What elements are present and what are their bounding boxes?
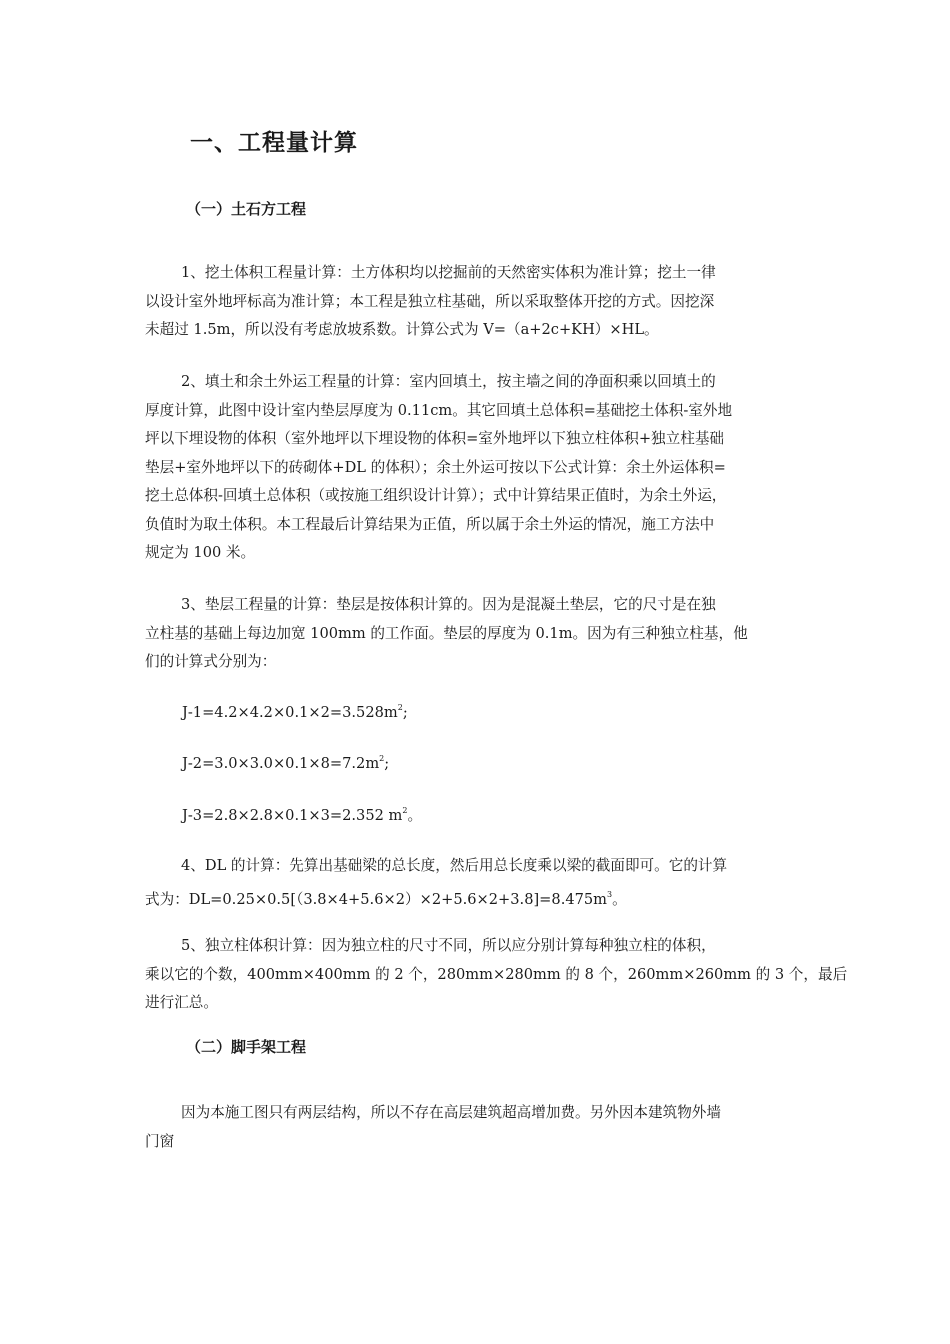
formula-tail: 。 (407, 807, 423, 824)
text-line: 门窗 (145, 1132, 175, 1150)
formula-text: J-1=4.2×4.2×0.1×2=3.528m (182, 704, 398, 721)
paragraph-backfill (145, 368, 817, 568)
superscript: 2 (402, 806, 408, 815)
formula-tail: ; (384, 755, 390, 772)
text-line: 进行汇总。 (145, 994, 218, 1011)
text-line (145, 881, 817, 915)
text-line: 负值时为取土体积。本工程最后计算结果为正值，所以属于余土外运的情况，施工方法中 (145, 515, 715, 533)
text-line: 乘以它的个数，400mm×400mm 的 2 个，280mm×280mm 的 8 个，260mm×260mm 的 3 个，最后 (145, 965, 848, 983)
text-line: 1、挖土体积工程量计算：土方体积均以挖掘前的天然密实体积为准计算；挖土一律 (181, 264, 716, 281)
page-title: 一、工程量计算 (190, 130, 358, 156)
text-line: 挖土总体积-回填土总体积（或按施工组织设计计算）；式中计算结果正值时，为余土外运， (145, 487, 727, 504)
superscript: 3 (607, 889, 613, 899)
formula-text: 式为：DL=0.25×0.5[（3.8×4+5.6×2）×2+5.6×2+3.8]=8.475m (145, 890, 608, 908)
text-line: 们的计算式分别为： (145, 653, 277, 670)
text-line: 坪以下埋设物的体积（室外地坪以下埋设物的体积=室外地坪以下独立柱体积+独立柱基础 (145, 430, 725, 447)
formula-j3 (182, 804, 422, 825)
formula-text: J-2=3.0×3.0×0.1×8=7.2m (182, 755, 380, 772)
paragraph-cushion-layer (145, 591, 817, 677)
paragraph-excavation-volume (145, 259, 817, 345)
formula-j1 (182, 703, 408, 721)
superscript: 2 (397, 703, 403, 712)
text-line: 因为本施工图只有两层结构，所以不存在高层建筑超高增加费。另外因本建筑物外墙 (181, 1104, 721, 1121)
text-line: 5、独立柱体积计算：因为独立柱的尺寸不同，所以应分别计算每种独立柱的体积， (181, 937, 716, 954)
section-heading-scaffolding: （二）脚手架工程 (186, 1038, 307, 1056)
text-line: 3、垫层工程量的计算：垫层是按体积计算的。因为是混凝土垫层，它的尺寸是在独 (181, 596, 716, 613)
formula-tail: ; (402, 704, 408, 721)
section-heading-earthwork: （一）土石方工程 (186, 200, 307, 218)
text-line: 4、DL 的计算：先算出基础梁的总长度，然后用总长度乘以梁的截面即可。它的计算 (181, 857, 728, 874)
formula-j2 (182, 754, 389, 772)
text-line: 2、填土和余土外运工程量的计算：室内回填土，按主墙之间的净面积乘以回填土的 (181, 373, 716, 390)
formula-tail: 。 (612, 890, 627, 908)
paragraph-scaffolding (145, 1099, 817, 1156)
paragraph-dl-calculation (145, 852, 817, 914)
paragraph-column-volume (145, 932, 848, 1018)
formula-text: J-3=2.8×2.8×0.1×3=2.352 m (182, 807, 403, 824)
text-line: 未超过 1.5m，所以没有考虑放坡系数。计算公式为 V=（a+2c+KH）×HL。 (145, 321, 659, 338)
text-line: 规定为 100 米。 (145, 544, 256, 561)
text-line: 以设计室外地坪标高为准计算；本工程是独立柱基础，所以采取整体开挖的方式。因挖深 (145, 292, 715, 310)
text-line: 立柱基的基础上每边加宽 100mm 的工作面。垫层的厚度为 0.1m。因为有三种独立柱基，他 (145, 624, 748, 642)
text-line: 厚度计算，此图中设计室内垫层厚度为 0.11cm。其它回填土总体积=基础挖土体积-室外地 (145, 401, 733, 419)
superscript: 2 (379, 754, 385, 763)
text-line: 垫层+室外地坪以下的砖砌体+DL 的体积）；余土外运可按以下公式计算：余土外运体积= (145, 458, 726, 476)
